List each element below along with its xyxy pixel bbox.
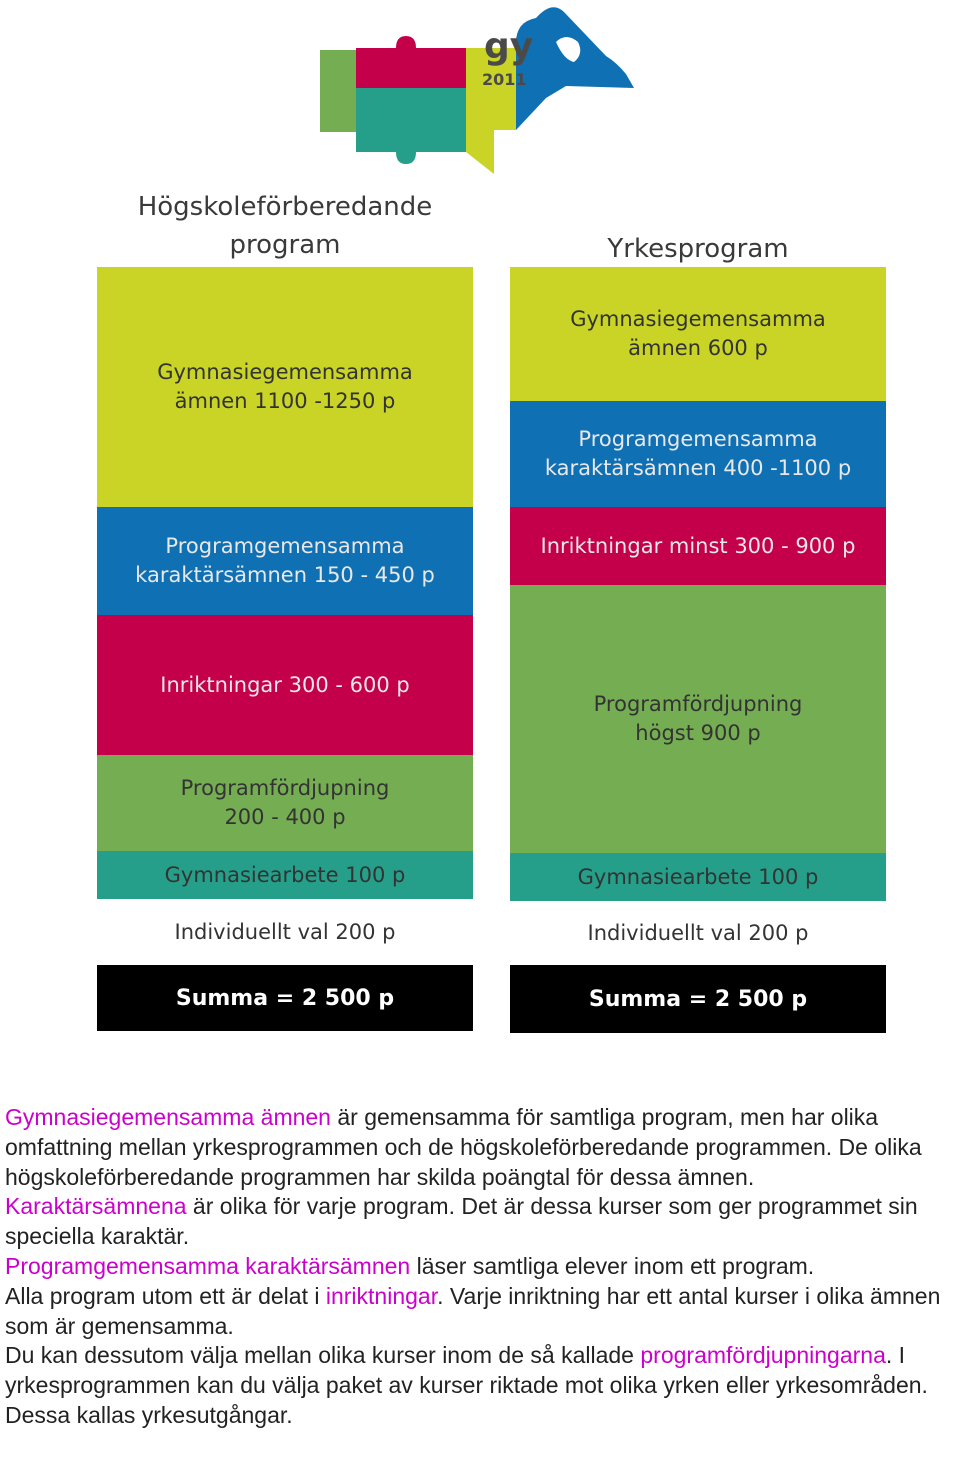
- right-block-orientations: [510, 507, 886, 585]
- block-label-line2: karaktärsämnen 400 -1100 p: [544, 456, 852, 480]
- block-label-line1: Programfördjupning: [593, 692, 803, 716]
- left-block-program-deepening: [97, 755, 473, 851]
- left-column-title: [97, 188, 473, 264]
- block-label-line2: karaktärsämnen 150 - 450 p: [135, 563, 435, 587]
- left-title-line1: Högskoleförberedande: [137, 192, 433, 222]
- left-title-line2: program: [229, 230, 341, 260]
- paragraph-text: är olika för varje program. Det är dessa kurser som ger programmet sin speciella karaktär.: [5, 1193, 918, 1250]
- right-column-title: [510, 230, 886, 268]
- block-label-line1: Gymnasiearbete 100 p: [164, 862, 406, 887]
- left-block-common-subjects: [97, 267, 473, 507]
- block-label-line2: ämnen 1100 -1250 p: [174, 389, 396, 413]
- right-block-program-common: [510, 401, 886, 507]
- block-label-line2: 200 - 400 p: [224, 805, 346, 829]
- right-block-individual-choice: [510, 901, 886, 965]
- block-label-line1: Summa = 2 500 p: [588, 986, 808, 1012]
- right-block-common-subjects: [510, 267, 886, 401]
- paragraph-common-subjects: [5, 1103, 960, 1192]
- block-label-line1: Inriktningar 300 - 600 p: [160, 672, 410, 697]
- right-block-program-deepening: [510, 585, 886, 853]
- left-block-program-common: [97, 507, 473, 615]
- right-title: Yrkesprogram: [607, 234, 789, 264]
- logo-text-gy: gy: [484, 26, 534, 67]
- description-text: [5, 1103, 960, 1431]
- left-block-orientations: [97, 615, 473, 755]
- paragraph-character-subjects: [5, 1192, 960, 1252]
- block-label-line1: Gymnasiearbete 100 p: [577, 864, 819, 889]
- block-label-line1: Summa = 2 500 p: [175, 985, 395, 1011]
- block-label-line2: ämnen 600 p: [628, 336, 768, 360]
- block-label-line1: Programfördjupning: [180, 776, 390, 800]
- paragraph-text: läser samtliga elever inom ett program.: [410, 1252, 815, 1279]
- highlight-term: Karaktärsämnena: [5, 1193, 187, 1220]
- highlight-term: Programgemensamma karaktärsämnen: [5, 1252, 411, 1279]
- block-label-line1: Gymnasiegemensamma: [570, 307, 826, 331]
- left-block-sum: [97, 965, 473, 1031]
- left-block-diploma-project: [97, 851, 473, 899]
- paragraph-text: Alla program utom ett är delat i: [5, 1282, 326, 1309]
- right-block-diploma-project: [510, 853, 886, 901]
- block-label-line1: Individuellt val 200 p: [587, 920, 809, 945]
- block-label-line1: Programgemensamma: [165, 534, 405, 558]
- paragraph-text: är gemensamma för samtliga program, men har olika omfattning mellan yrkesprogrammen och de högskoleförberedande programmen. De olika högskoleförberedande programmen har skilda poängtal för dessa ämnen.: [5, 1104, 922, 1190]
- right-block-sum: [510, 965, 886, 1033]
- left-program-stack: [97, 267, 473, 1031]
- highlight-term: inriktningar: [325, 1282, 438, 1309]
- gy2011-logo: [316, 2, 646, 182]
- puzzle-logo-graphic: [316, 2, 646, 182]
- block-label-line1: Gymnasiegemensamma: [157, 360, 413, 384]
- paragraph-text: . I yrkesprogrammen kan du välja paket av kurser riktade mot olika yrken eller yrkesområden. Dessa kallas yrkesutgångar.: [5, 1342, 928, 1428]
- block-label-line2: högst 900 p: [635, 721, 761, 745]
- highlight-term: Gymnasiegemensamma ämnen: [5, 1104, 331, 1130]
- block-label-line1: Inriktningar minst 300 - 900 p: [540, 533, 856, 558]
- logo-text-year: 2011: [482, 70, 527, 89]
- paragraph-text: Du kan dessutom välja mellan olika kurser inom de så kallade: [5, 1342, 641, 1369]
- paragraph-text: . Varje inriktning har ett antal kurser i olika ämnen som är gemensamma.: [5, 1282, 941, 1339]
- paragraph-program-common: [5, 1252, 960, 1282]
- highlight-term: programfördjupningarna: [640, 1342, 886, 1369]
- block-label-line1: Programgemensamma: [578, 427, 818, 451]
- paragraph-orientations: [5, 1282, 960, 1342]
- left-block-individual-choice: [97, 899, 473, 965]
- block-label-line1: Individuellt val 200 p: [174, 919, 396, 944]
- paragraph-deepening: [5, 1341, 960, 1430]
- right-program-stack: [510, 267, 886, 1033]
